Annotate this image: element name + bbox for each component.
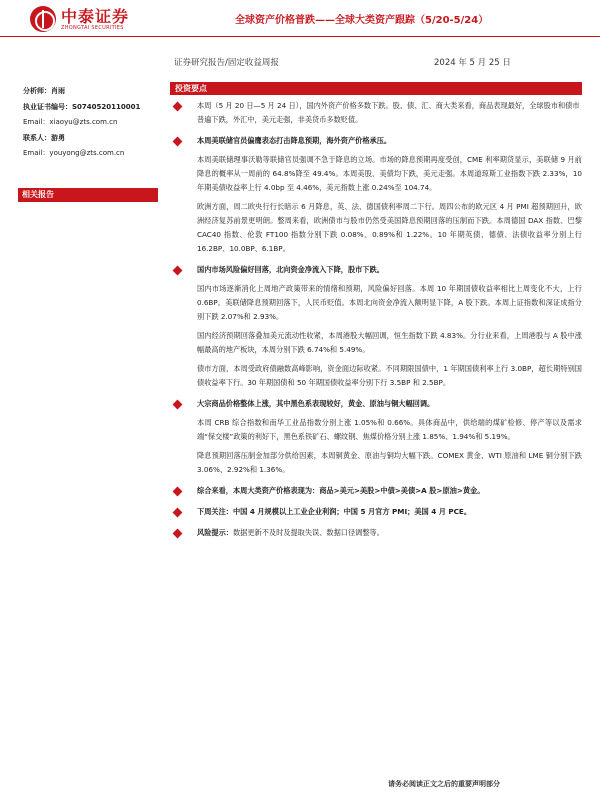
analyst-email[interactable]: xiaoyu@zts.com.cn [49, 118, 118, 126]
footer-disclaimer: 请务必阅读正文之后的重要声明部分 [388, 780, 500, 788]
commodities-heading: 大宗商品价格整体上涨，其中黑色系表现较好，黄金、原油与铜大幅回调。 [197, 399, 435, 408]
header-divider [0, 36, 600, 37]
cert-number: S0740520110001 [72, 102, 141, 111]
risk-label: 风险提示： [197, 528, 233, 537]
overall-ranking: 综合来看，本周大类资产价格表现为：商品>美元>美股>中债>美债>A 股>原油>黄金。 [197, 486, 485, 495]
bullet-summary [172, 99, 582, 127]
report-body [172, 99, 582, 540]
bullet-domestic [172, 263, 582, 277]
cert-label: 执业证书编号： [23, 102, 72, 111]
next-week-label: 下周关注： [197, 507, 233, 516]
bullet-overall [172, 484, 582, 498]
domestic-paragraph-2: 国内经济预期回落叠加美元流动性收紧，本周港股大幅回调，恒生指数下跌 4.83%。分行业来看，上周港股与 A 股中涨幅最高的地产板块，本周分别下跌 6.74%和 5.49%。 [197, 331, 582, 354]
bullet-icon [173, 529, 183, 539]
summary-text: 本周（5 月 20 日—5 月 24 日），国内外资产价格多数下跌。股、债、汇、商大类来看，商品表现最好，全球股市和债市普遍下跌，外汇中，美元走强，非美货币多数贬值。 [197, 101, 580, 124]
logo-name-en: ZHONGTAI SECURITIES [61, 24, 124, 31]
analyst-name: 肖雨 [51, 87, 65, 95]
section-title: 投资要点 [170, 82, 582, 95]
bullet-icon [173, 508, 183, 518]
bullet-next-week [172, 505, 582, 519]
bullet-icon [173, 400, 183, 410]
bullet-icon [173, 102, 183, 112]
company-logo [30, 6, 129, 32]
bullet-overseas [172, 134, 582, 148]
risk-text: 数据更新不及时及提取失误、数据口径调整等。 [232, 528, 384, 537]
analyst-label: 分析师： [23, 87, 51, 95]
contact-label: 联系人： [23, 133, 51, 142]
email2-label: Email： [23, 149, 50, 157]
report-date: 2024 年 5 月 25 日 [434, 58, 511, 68]
contact-email[interactable]: youyong@zts.com.cn [49, 149, 125, 157]
domestic-paragraph-1: 国内市场逐渐消化上周地产政策带来的情绪和预期，风险偏好回落。本周 10 年期国债收益率相比上周变化不大，上行 0.6BP。美联储降息预期回落下，人民币贬值。本周北向资金净流入额明显下降，A 股下跌。本周上证指数和深证成指分别下跌 2.07%和 2.93%。 [197, 284, 582, 321]
report-title: 全球资产价格普跌——全球大类资产跟踪（5/20-5/24） [235, 15, 489, 26]
commodities-paragraph-2: 降息预期回落压制金加部分供给因素，本周铜黄金、原油与铜均大幅下跌。COMEX 黄金、WTI 原油和 LME 铜分别下跌 3.06%、2.92%和 1.36%。 [197, 451, 582, 474]
bullet-risk [172, 526, 582, 540]
logo-name-cn: 中泰证券 [61, 6, 130, 26]
report-type: 证券研究报告/固定收益周报 [174, 58, 279, 68]
next-week-text: 中国 4 月规模以上工业企业利润；中国 5 月官方 PMI；美国 4 月 PCE。 [232, 507, 472, 516]
bullet-icon [173, 137, 183, 147]
bullet-icon [173, 266, 183, 276]
analyst-info [23, 84, 163, 162]
zhongtai-logo-icon [30, 6, 56, 32]
bullet-commodities [172, 397, 582, 411]
commodities-paragraph-1: 本周 CRB 综合指数和南华工业品指数分别上涨 1.05%和 0.66%。具体商品中，供给端的煤矿检修、停产等以及需求端“保交楼”政策的利好下，黑色系铁矿石、螺纹钢、焦煤价格分别上涨 1.85%、1.94%和 5.19%。 [197, 418, 582, 441]
contact-name: 游勇 [51, 133, 65, 142]
domestic-paragraph-3: 债市方面，本周受政府债融数高峰影响，资金面边际收紧。不同期限国债中，1 年期国债利率上行 3.0BP，超长期特别国债收益率下行。30 年期国债和 50 年期国债收益率分别下行 3.5BP 和 2.5BP。 [197, 364, 582, 387]
bullet-icon [173, 487, 183, 497]
overseas-heading: 本周美联储官员偏鹰表态打击降息预期，海外资产价格承压。 [197, 136, 392, 145]
overseas-us-paragraph: 本周美联储理事沃勒等联储官员强调不急于降息的立场。市场的降息预期再度受创，CME 利率期货显示，美联储 9 月前降息的概率从一周前的 64.8%降至 49.4%。本周美股、美债均下跌，美元走强。本周道琼斯工业指数下跌 2.33%，10 年期美债收益率上行 4.0bp 至 4.46%，美元指数上涨 0.24%至 104.74。 [197, 155, 582, 192]
related-reports-header: 相关报告 [18, 188, 158, 202]
overseas-europe-paragraph: 欧洲方面，周二欧央行行长暗示 6 月降息，英、法、德国债利率周二下行。周四公布的欧元区 4 月 PMI 超预期回升，欧洲经济复苏前景更明朗。整周来看，欧洲债市与股市仍然受美国降息预期回落的压制而下跌。本周德国 DAX 指数、巴黎 CAC40 指数、伦敦 FT100 指数分别下跌 0.08%、0.89%和 1.22%。10 年期英债、德债、法债收益率分别上行 16.2BP、10.0BP、6.1BP。 [197, 202, 582, 253]
domestic-heading: 国内市场风险偏好回落，北向资金净流入下降，股市下跌。 [197, 265, 384, 274]
email-label: Email： [23, 118, 50, 126]
